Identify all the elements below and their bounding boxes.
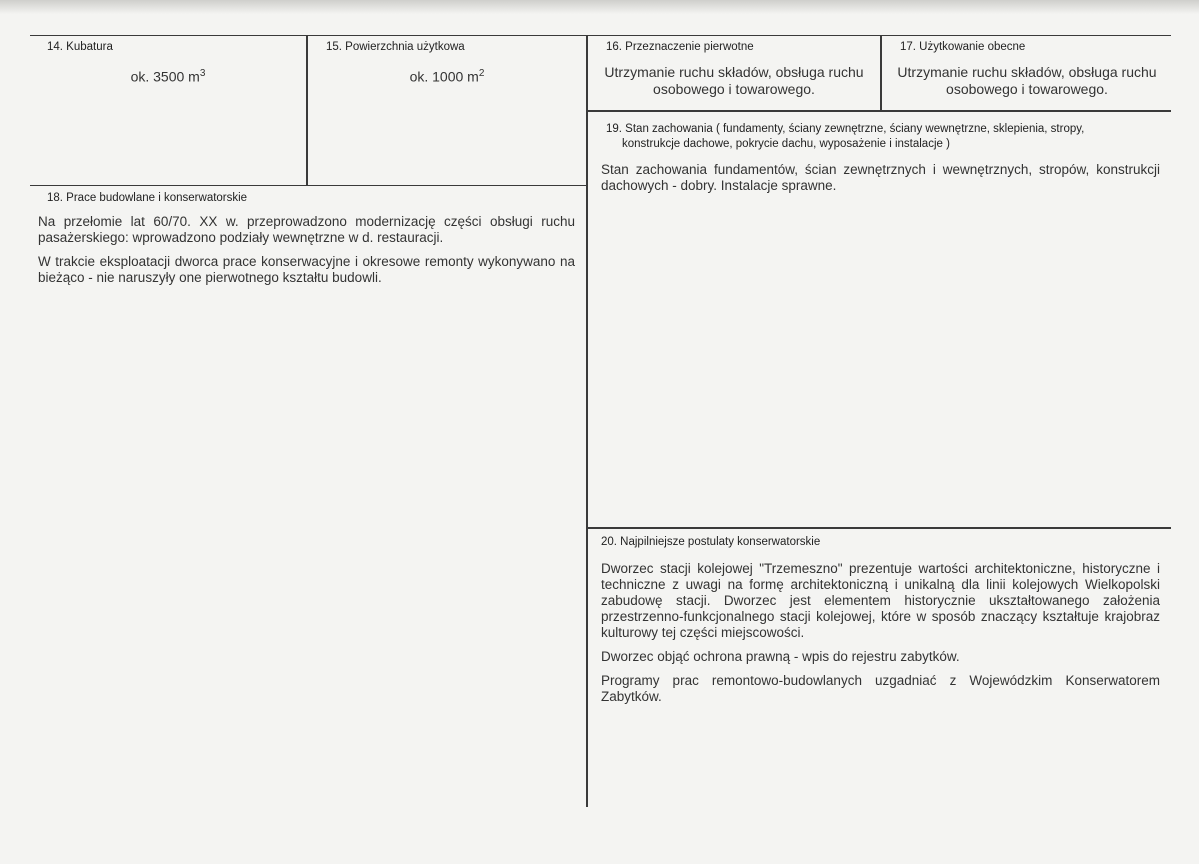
field-20-paragraph-3: Programy prac remontowo-budowlanych uzgadniać z Wojewódzkim Konserwatorem Zabytków. [601,673,1160,704]
field-19-text [601,162,1160,202]
field-18-paragraph-2: W trakcie eksploatacji dworca prace konserwacyjne i okresowe remonty wykonywano na bieżąco - nie naruszyły one pierwotnego kształtu budowli. [38,254,575,285]
field-19-label-line-2: konstrukcje dachowe, pokrycie dachu, wyposażenie i instalacje ) [622,138,950,150]
field-15-label: 15. Powierzchnia użytkowa [326,41,465,53]
field-17-label: 17. Użytkowanie obecne [900,41,1026,53]
field-14-value-text: ok. 3500 m [130,68,200,85]
field-20-paragraph-1: Dworzec stacji kolejowej "Trzemeszno" prezentuje wartości architektoniczne, historyczne i techniczne z uwagi na formę architektoniczną i unikalną dla linii kolejowych Wielkopolski zabudowę stacji. Dworzec jest elementem historycznie ukształtowanego założenia przestrzenno-funkcjonalnego stacji kolejowej, które w sposób znaczący kształtuje krajobraz kulturowy tej części miejscowości. [601,561,1160,640]
main-divider [586,35,588,807]
field-15-value-text: ok. 1000 m [409,68,479,85]
field-14-unit-exponent: 3 [199,68,206,79]
field-14-value [30,65,306,86]
field-19-label-line-1: 19. Stan zachowania ( fundamenty, ściany zewnętrzne, ściany wewnętrzne, sklepienia, stropy, [606,123,1085,135]
field-15-unit-exponent: 2 [478,68,485,79]
field-20-label: 20. Najpilniejsze postulaty konserwatorskie [601,536,821,548]
field-17-line-2: osobowego i towarowego. [946,81,1108,97]
field-20-text [601,561,1160,713]
field-19-paragraph-1: Stan zachowania fundamentów, ścian zewnętrznych i wewnętrznych, stropów, konstrukcji dachowych - dobry. Instalacje sprawne. [601,162,1160,193]
field-15-value [308,65,586,86]
field-18-paragraph-1: Na przełomie lat 60/70. XX w. przeprowadzono modernizację części obsługi ruchu pasażerskiego: wprowadzono podziały wewnętrzne w d. restauracji. [38,214,575,245]
field-14-label: 14. Kubatura [47,41,113,53]
scan-top-shadow [0,0,1199,14]
field-16-line-2: osobowego i towarowego. [653,81,815,97]
rule-19-bottom [588,527,1171,529]
field-16-line-1: Utrzymanie ruchu składów, obsługa ruchu [604,64,864,80]
form-top-rule [30,35,1171,36]
field-17-line-1: Utrzymanie ruchu składów, obsługa ruchu [897,64,1157,80]
field-17-value [882,64,1172,98]
field-18-text [38,214,575,294]
rule-14-15-bottom [30,185,588,186]
field-18-label: 18. Prace budowlane i konserwatorskie [47,192,248,204]
divider-14-15 [306,35,308,186]
field-16-value [588,64,880,98]
field-20-paragraph-2: Dworzec objąć ochrona prawną - wpis do rejestru zabytków. [601,649,960,664]
field-16-label: 16. Przeznaczenie pierwotne [606,41,754,53]
